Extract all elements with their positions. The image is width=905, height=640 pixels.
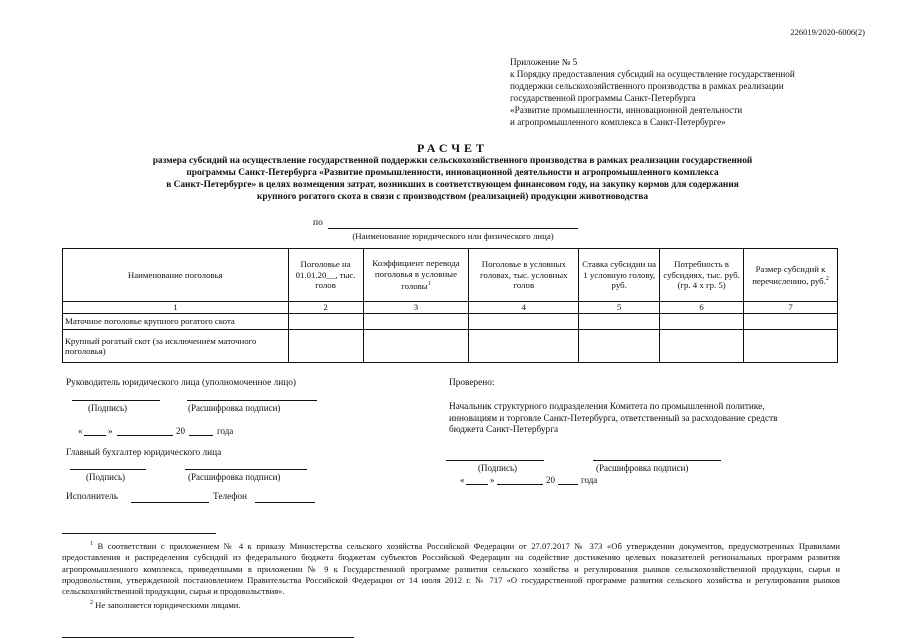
header-cell: Потребность в субсидиях, тыс. руб. (гр. 4 х гр. 5) <box>660 249 744 302</box>
accountant-signature-line[interactable] <box>70 469 146 470</box>
footnote-mark: 1 <box>90 541 93 547</box>
entity-name-caption: (Наименование юридического или физического лица) <box>352 231 554 241</box>
table-cell[interactable] <box>660 314 744 330</box>
signature-caption: (Подпись) <box>86 472 126 482</box>
footnote-1: $^1$ В соответствии с приложением № 4 к приказу Министерства сельского хозяйства Российской Федерации от 27.07.2017 № 373 «Об утверждении документов, предусмотренных Правилами предоставления и распределения субсидий из федерального бюджета бюджетам субъектов Российской Федерации на содействие достижению целевых показателей региональных программ развития агропромышленного комплекса, приведенными в приложении № 9 к Государственной программе развития сельского хозяйства и регулирования рынков сельскохозяйственной продукции, сырья и продовольствия, утвержденной постановлением Правительства Российской Федерации от 14 июля 2012 г. № 717 «О государственной программе развития сельского хозяйства и регулирования рынков сельскохозяйственной продукции, сырья и продовольствия». <box>62 540 840 597</box>
column-number: 5 <box>579 302 660 314</box>
date-open-quote: « <box>460 475 465 485</box>
appendix-block <box>510 56 870 128</box>
head-of-entity-label: Руководитель юридического лица (уполномоченное лицо) <box>66 378 296 388</box>
column-number: 3 <box>363 302 469 314</box>
footnote-ref: 1 <box>427 281 431 288</box>
decoding-caption: (Расшифровка подписи) <box>188 472 281 482</box>
appendix-line: к Порядку предоставления субсидий на осуществление государственной <box>510 69 795 79</box>
date-year-field[interactable] <box>558 484 578 485</box>
checked-label: Проверено: <box>449 378 495 388</box>
date-day-field[interactable] <box>84 435 106 436</box>
chief-accountant-label: Главный бухгалтер юридического лица <box>66 448 222 458</box>
entity-name-field[interactable] <box>328 228 578 229</box>
date-year-word: года <box>581 475 598 485</box>
appendix-line: «Развитие промышленности, инновационной деятельности <box>510 105 743 115</box>
row-name: Крупный рогатый скот (за исключением маточного поголовья) <box>63 330 289 363</box>
footnote-mark: 2 <box>90 599 93 606</box>
head-signature-line[interactable] <box>72 400 160 401</box>
table-row <box>63 330 838 363</box>
bottom-rule <box>62 637 354 638</box>
signature-caption: (Подпись) <box>88 403 128 413</box>
header-cell: Поголовье на 01.01.20__, тыс. голов <box>288 249 363 302</box>
header-cell: Наименование поголовья <box>63 249 289 302</box>
date-close-quote: » <box>490 475 495 485</box>
table-cell[interactable] <box>579 330 660 363</box>
table-cell[interactable] <box>288 314 363 330</box>
official-decoding-line[interactable] <box>593 460 721 461</box>
executor-field[interactable] <box>131 502 209 503</box>
official-line: бюджета Санкт-Петербурга <box>449 425 559 435</box>
date-day-field[interactable] <box>466 484 488 485</box>
signature-caption: (Подпись) <box>478 463 518 473</box>
head-decoding-line[interactable] <box>187 400 317 401</box>
date-year-word: года <box>217 426 234 436</box>
date-year-field[interactable] <box>189 435 213 436</box>
official-line: инновациям и торговле Санкт-Петербурга, ответственный за расходование средств <box>449 413 778 424</box>
document-subtitle <box>40 155 865 203</box>
appendix-line: и агропромышленного комплекса в Санкт-Петербурге» <box>510 117 726 127</box>
header-cell: Ставка субсидии на 1 условную голову, руб. <box>579 249 660 302</box>
footnote-ref: 2 <box>825 276 829 283</box>
decoding-caption: (Расшифровка подписи) <box>188 403 281 413</box>
subtitle-line: размера субсидий на осуществление государственной поддержки сельскохозяйственного производства в рамках реализации государственной <box>152 156 753 166</box>
footnote-2: $^2$ Не заполняется юридическими лицами. <box>90 599 241 610</box>
date-close-quote: » <box>108 426 113 436</box>
subtitle-line: программы Санкт-Петербурга «Развитие промышленности, инновационной деятельности и агропромышленного комплекса <box>186 168 719 178</box>
column-number: 7 <box>744 302 838 314</box>
column-number: 2 <box>288 302 363 314</box>
phone-field[interactable] <box>255 502 315 503</box>
table-cell[interactable] <box>288 330 363 363</box>
executor-label: Исполнитель <box>66 492 118 502</box>
appendix-heading: Приложение № 5 <box>510 57 578 67</box>
phone-label: Телефон <box>213 492 247 502</box>
subtitle-line: крупного рогатого скота в связи с производством (реализацией) продукции животноводства <box>256 192 649 202</box>
column-number: 6 <box>660 302 744 314</box>
accountant-decoding-line[interactable] <box>185 469 307 470</box>
date-month-field[interactable] <box>117 435 173 436</box>
table-cell[interactable] <box>660 330 744 363</box>
footnote-separator <box>62 533 216 534</box>
decoding-caption: (Расшифровка подписи) <box>596 463 689 473</box>
row-name: Маточное поголовье крупного рогатого скота <box>63 314 289 330</box>
po-label: по <box>313 218 323 228</box>
table-cell[interactable] <box>363 314 469 330</box>
header-cell: Коэффициент перевода поголовья в условные головы$^1$ <box>363 249 469 302</box>
table-cell[interactable] <box>744 330 838 363</box>
date-open-quote: « <box>78 426 83 436</box>
header-cell: Размер субсидий к перечислению, руб.$^2$ <box>744 249 838 302</box>
header-cell: Поголовье в условных головах, тыс. условных голов <box>469 249 579 302</box>
column-number: 1 <box>63 302 289 314</box>
table-cell[interactable] <box>469 314 579 330</box>
subtitle-line: в Санкт-Петербурге» в целях возмещения затрат, возникших в соответствующем финансовом году, на закупку кормов для содержания <box>166 180 739 190</box>
appendix-line: государственной программы Санкт-Петербурга <box>510 93 696 103</box>
official-line: Начальник структурного подразделения Комитета по промышленной политике, <box>449 402 765 412</box>
table-cell[interactable] <box>579 314 660 330</box>
appendix-line: поддержки сельскохозяйственного производства в рамках реализации <box>510 81 784 91</box>
calculation-table <box>62 248 838 363</box>
document-number: 226019/2020-6006(2) <box>790 27 865 37</box>
table-row <box>63 314 838 330</box>
footnotes <box>62 539 840 611</box>
date-month-field[interactable] <box>497 484 543 485</box>
document-title: РАСЧЕТ <box>416 141 489 155</box>
date-year-prefix: 20 <box>546 475 555 485</box>
official-title <box>449 402 778 437</box>
date-year-prefix: 20 <box>176 426 185 436</box>
table-cell[interactable] <box>744 314 838 330</box>
table-cell[interactable] <box>469 330 579 363</box>
table-cell[interactable] <box>363 330 469 363</box>
official-signature-line[interactable] <box>446 460 544 461</box>
column-numbers-row <box>63 302 838 314</box>
column-number: 4 <box>469 302 579 314</box>
table-header-row <box>63 249 838 302</box>
